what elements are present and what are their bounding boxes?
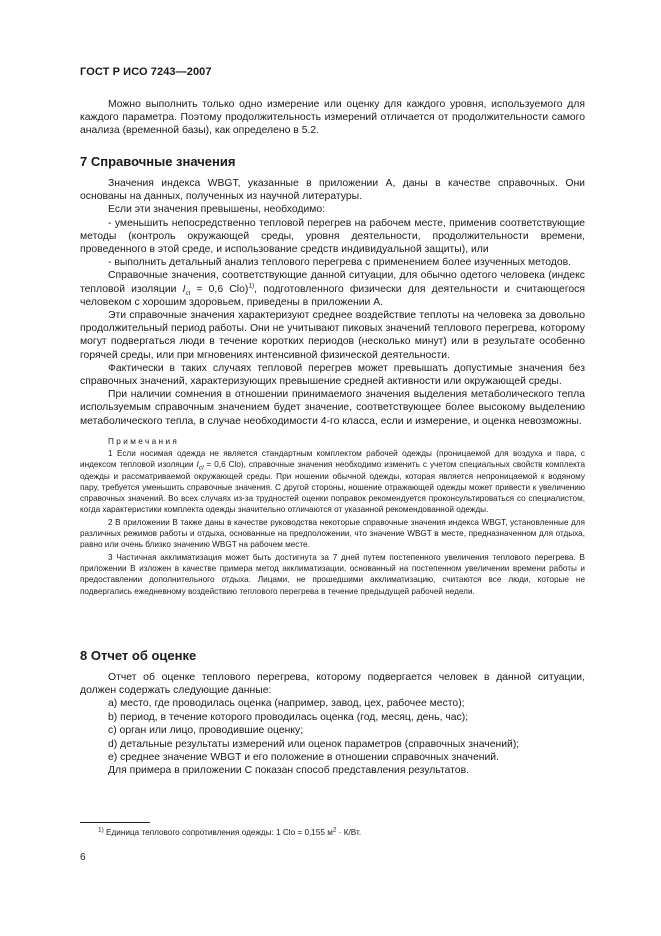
s8-list-item: d) детальные результаты измерений или оценок параметров (справочных значений); <box>108 738 520 750</box>
s8-paragraph-1: Отчет об оценке теплового перегрева, которому подвергается человек в данной ситуации, должен содержать следующие данные: <box>80 672 585 697</box>
document-header: ГОСТ Р ИСО 7243—2007 <box>80 66 212 78</box>
section-8 <box>80 648 585 663</box>
notes-title: Примечания <box>108 437 180 446</box>
section-7-body <box>80 177 585 428</box>
intro-paragraph: Можно выполнить только одно измерение или оценку для каждого уровня, используемого для каждого параметра. Поэтому продолжительность измерений отличается от продолжительности самого анализа (временной базы), как определено в 5.2. <box>80 99 585 137</box>
footnote: $^{1)}$ Единица теплового сопротивления одежды: 1 Clo = 0,155 $м^2 \cdot К/Вт$. <box>98 826 362 837</box>
page-number: 6 <box>80 852 86 863</box>
s7-paragraph-2: Если эти значения превышены, необходимо: <box>108 204 326 216</box>
section-7-title: 7 Справочные значения <box>80 154 236 169</box>
s8-list-item: а) место, где проводилась оценка (например, завод, цех, рабочее место); <box>108 698 465 710</box>
s7-paragraph-8: При наличии сомнения в отношении принимаемого значения выделения метаболического тепла используемым справочным значением будет значение, соответствующее более высокому выделению метаболического тепла, в случае необходимости 4-го класса, если и измерение, и оценка невозможны. <box>80 389 585 427</box>
s7-paragraph-3: - уменьшить непосредственно тепловой перегрев на рабочем месте, применив соответствующие методы (контроль окружающей среды, уровня деятельности, продолжительности времени, проведенного в этой среде, и использование средств индивидуальной защиты), или <box>80 217 585 256</box>
s7-paragraph-4: - выполнить детальный анализ теплового перегрева с применением более изученных методов. <box>108 257 572 269</box>
s8-list-item: с) орган или лицо, проводившие оценку; <box>108 725 304 737</box>
intro-block <box>80 98 585 138</box>
s7-paragraph-5: Справочные значения, соответствующие данной ситуации, для обычно одетого человека (индекс тепловой изоляции $I_{cl} = 0,6$ Clo)$^{1)}$, подготовленного физически для деятельности и считающегося человеком с хорошим здоровьем, приведены в приложении А. <box>80 270 585 308</box>
s7-paragraph-1: Значения индекса WBGT, указанные в приложении А, даны в качестве справочных. Они основаны на данных, полученных из научной литературы. <box>80 178 585 203</box>
section-7 <box>80 154 585 169</box>
note-3: 3 Частичная акклиматизация может быть достигнута за 7 дней путем постепенного увеличения теплового перегрева. В приложении В изложен в качестве примера метод акклиматизации, основанный на постепенном увеличении времени работы и предоставлении дополнительного отдыха. Лицами, не прошедшими акклиматизацию, считаются все люди, которые не подвергались ежедневному воздействию теплового перегрева в течение предыдущей рабочей недели. <box>80 552 585 596</box>
s7-paragraph-7: Фактически в таких случаях тепловой перегрев может превышать допустимые значения без справочных значений, характеризующих превышение средней активности или окружающей среды. <box>80 362 585 388</box>
note-1: 1 Если носимая одежда не является стандартным комплектом рабочей одежды (проницаемой для воздуха и пара, с индексом тепловой изоляции $I_{cl} = 0,6$ Clo), справочные значения необходимо изменить с учетом специальных свойств комплекта одежды и рассматриваемой окружающей среды. При ношении обычной одежды, которая является непроницаемой к водяному пару, требуется уменьшить справочные значения. С другой стороны, ношение отражающей одежды может привести к увеличению справочных значений. Во всех случаях из-за трудностей оценки поправок рекомендуется проконсультироваться со специалистом, когда характеристики комплекта одежды значительно отличаются от указанной рекомендованной одежды. <box>80 449 585 515</box>
s8-list-item: b) период, в течение которого проводилась оценка (год, месяц, день, час); <box>108 711 469 723</box>
s8-list-item: е) среднее значение WBGT и его положение в отношении справочных значений. <box>108 752 499 764</box>
footnote-rule <box>80 822 150 823</box>
section-8-body <box>80 671 585 778</box>
note-2: 2 В приложении В также даны в качестве руководства некоторые справочные значения индекса WBGT, установленные для различных режимов работы и отдыха, основанные на предположении, что значение WBGT в месте, предназначенном для отдыха, равно или очень близко значению WBGT на рабочем месте. <box>80 517 585 550</box>
s8-paragraph-last: Для примера в приложении С показан способ представления результатов. <box>108 765 469 777</box>
section-8-title: 8 Отчет об оценке <box>80 648 197 663</box>
notes-block <box>80 436 585 597</box>
s7-paragraph-6: Эти справочные значения характеризуют среднее воздействие теплоты на человека за довольно продолжительный период работы. Они не учитывают пиковых значений теплового перегрева, которому могут подвергаться люди в течение коротких периодов (несколько минут) или в результате особенно горячей среды, или при мгновениях интенсивной физической деятельности. <box>80 310 585 361</box>
